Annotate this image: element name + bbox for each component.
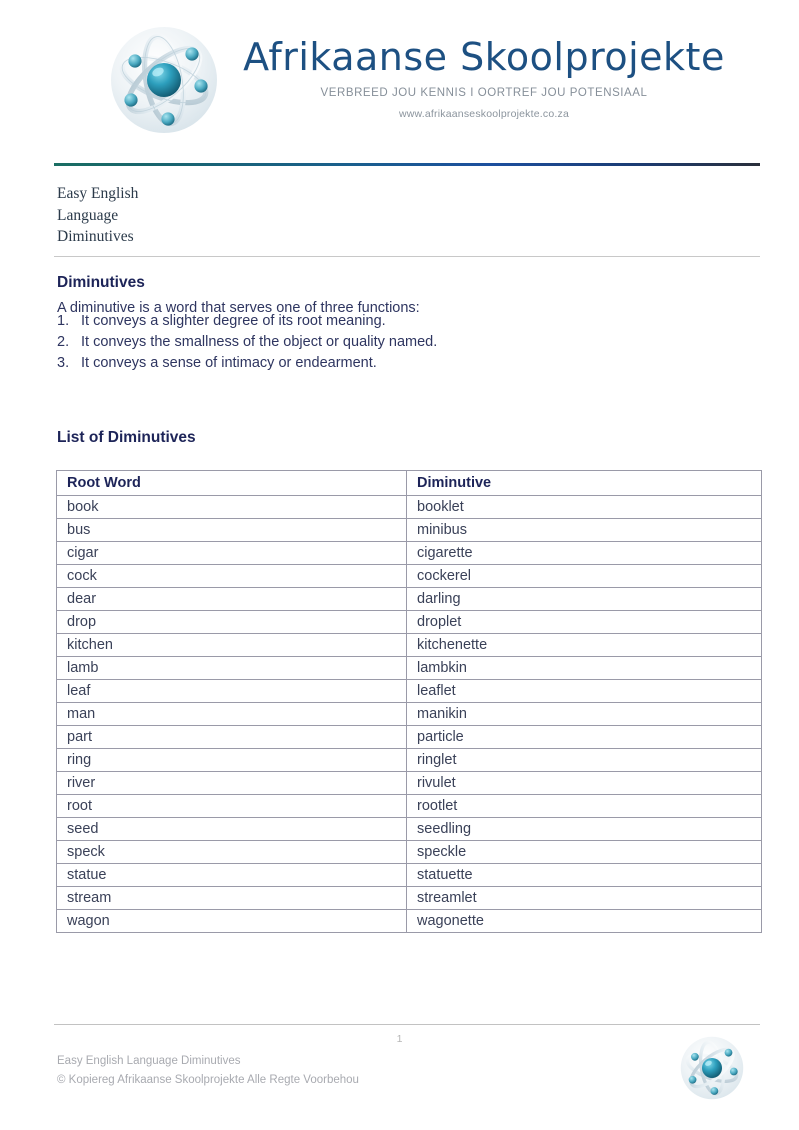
footer-line-1: Easy English Language Diminutives <box>57 1055 241 1067</box>
cell-diminutive: lambkin <box>407 657 762 680</box>
cell-root-word: part <box>57 726 407 749</box>
cell-diminutive: particle <box>407 726 762 749</box>
page-title: Diminutives <box>57 274 145 291</box>
table-row <box>57 749 762 772</box>
cell-diminutive: speckle <box>407 841 762 864</box>
list-item <box>57 311 437 332</box>
cell-root-word: dear <box>57 588 407 611</box>
cell-diminutive: seedling <box>407 818 762 841</box>
diminutives-table <box>56 470 762 933</box>
cell-root-word: cock <box>57 565 407 588</box>
column-header-root-word: Root Word <box>57 471 407 496</box>
breadcrumb <box>57 183 138 248</box>
table-row <box>57 588 762 611</box>
footer-line-2: © Kopiereg Afrikaanse Skoolprojekte Alle Regte Voorbehou <box>57 1074 359 1086</box>
cell-diminutive: cigarette <box>407 542 762 565</box>
table-row <box>57 795 762 818</box>
cell-root-word: lamb <box>57 657 407 680</box>
cell-root-word: statue <box>57 864 407 887</box>
site-title: Afrikaanse Skoolprojekte <box>243 35 725 79</box>
table-header-row <box>57 471 762 496</box>
atom-logo-icon <box>108 24 220 136</box>
table-row <box>57 657 762 680</box>
intro-paragraph: A diminutive is a word that serves one of three functions: <box>57 300 420 316</box>
cell-diminutive: kitchenette <box>407 634 762 657</box>
atom-logo-icon <box>679 1035 745 1101</box>
cell-root-word: book <box>57 496 407 519</box>
cell-diminutive: cockerel <box>407 565 762 588</box>
cell-root-word: speck <box>57 841 407 864</box>
table-row <box>57 542 762 565</box>
breadcrumb-line-3: Diminutives <box>57 228 134 245</box>
cell-diminutive: rootlet <box>407 795 762 818</box>
cell-diminutive: leaflet <box>407 680 762 703</box>
cell-root-word: kitchen <box>57 634 407 657</box>
footer-text <box>57 1052 359 1090</box>
cell-diminutive: darling <box>407 588 762 611</box>
breadcrumb-line-1: Easy English <box>57 185 139 202</box>
cell-diminutive: streamlet <box>407 887 762 910</box>
page-number: 1 <box>396 1033 403 1045</box>
document-header <box>0 0 799 155</box>
breadcrumb-line-2: Language <box>57 206 119 224</box>
site-url: www.afrikaanseskoolprojekte.co.za <box>398 108 569 120</box>
list-item-label: It conveys a sense of intimacy or endearment. <box>81 355 377 371</box>
brand-row <box>108 24 748 136</box>
cell-root-word: river <box>57 772 407 795</box>
table-row <box>57 818 762 841</box>
cell-root-word: root <box>57 795 407 818</box>
table-row <box>57 864 762 887</box>
table-row <box>57 910 762 933</box>
cell-diminutive: statuette <box>407 864 762 887</box>
cell-root-word: stream <box>57 887 407 910</box>
table-row <box>57 680 762 703</box>
table-row <box>57 703 762 726</box>
footer-divider <box>54 1024 760 1025</box>
table-row <box>57 496 762 519</box>
cell-root-word: ring <box>57 749 407 772</box>
cell-diminutive: manikin <box>407 703 762 726</box>
list-item-number: 3. <box>57 355 70 371</box>
table-row <box>57 772 762 795</box>
column-header-diminutive: Diminutive <box>407 471 762 496</box>
table-row <box>57 519 762 542</box>
cell-root-word: bus <box>57 519 407 542</box>
table-row <box>57 887 762 910</box>
cell-diminutive: ringlet <box>407 749 762 772</box>
table-row <box>57 565 762 588</box>
list-item-label: It conveys a slighter degree of its root meaning. <box>81 313 386 329</box>
cell-diminutive: droplet <box>407 611 762 634</box>
diminutives-table-wrapper <box>56 470 761 933</box>
site-tagline: VERBREED JOU KENNIS I OORTREF JOU POTENSIAAL <box>320 87 648 99</box>
list-item <box>57 332 437 353</box>
cell-diminutive: minibus <box>407 519 762 542</box>
table-row <box>57 841 762 864</box>
cell-diminutive: rivulet <box>407 772 762 795</box>
cell-root-word: wagon <box>57 910 407 933</box>
functions-list <box>57 311 437 374</box>
list-item-number: 2. <box>57 334 70 350</box>
cell-root-word: drop <box>57 611 407 634</box>
cell-diminutive: booklet <box>407 496 762 519</box>
table-row <box>57 611 762 634</box>
list-item-label: It conveys the smallness of the object or quality named. <box>81 334 438 350</box>
list-section-heading: List of Diminutives <box>57 429 196 446</box>
cell-root-word: cigar <box>57 542 407 565</box>
cell-root-word: seed <box>57 818 407 841</box>
table-row <box>57 726 762 749</box>
brand-text-block <box>220 24 748 120</box>
cell-diminutive: wagonette <box>407 910 762 933</box>
table-row <box>57 634 762 657</box>
cell-root-word: leaf <box>57 680 407 703</box>
list-item <box>57 353 437 374</box>
header-accent-rule <box>54 163 760 166</box>
cell-root-word: man <box>57 703 407 726</box>
list-item-number: 1. <box>57 313 70 329</box>
breadcrumb-divider <box>54 256 760 257</box>
